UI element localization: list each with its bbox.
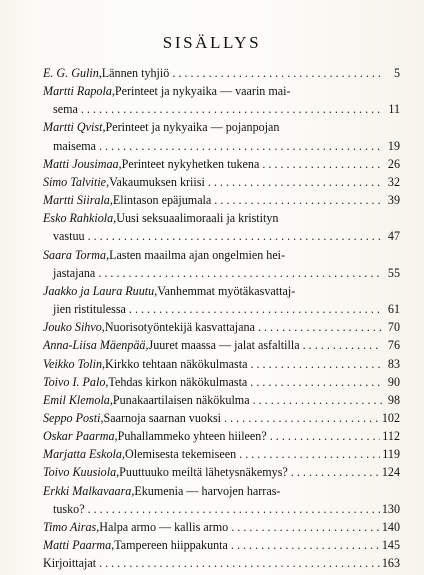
toc-author: Simo Talvitie xyxy=(43,174,107,189)
toc-line xyxy=(43,155,400,173)
toc-author: Matti Paarma xyxy=(43,538,112,553)
toc-page-number: 11 xyxy=(388,102,400,117)
toc-author: Martti Qvist xyxy=(43,120,103,135)
toc-author: Esko Rahkiola xyxy=(43,211,114,226)
toc-author: Timo Airas xyxy=(43,519,97,534)
toc-line xyxy=(43,427,400,445)
toc-title: Perinteet ja nykyaika — vaarin mai- xyxy=(114,84,291,99)
toc-separator: , xyxy=(102,356,106,371)
toc-line-continued xyxy=(43,300,400,318)
page-title: SISÄLLYS xyxy=(162,33,262,52)
toc-leader-dots xyxy=(99,554,380,572)
toc-entry xyxy=(43,318,400,336)
toc-title: Lasten maailma ajan ongelmien hei- xyxy=(109,247,286,262)
toc-entry xyxy=(43,463,400,481)
toc-separator: , xyxy=(100,410,104,425)
toc-entry xyxy=(43,391,400,409)
toc-entry xyxy=(43,118,400,154)
toc-author: Jouko Sihvo xyxy=(43,320,102,335)
toc-entry xyxy=(43,554,400,572)
toc-separator: , xyxy=(106,247,110,262)
toc-page-number: 145 xyxy=(381,538,400,553)
toc-title: Kirjoittajat xyxy=(43,556,97,571)
toc-separator: , xyxy=(114,429,118,444)
toc-entry xyxy=(43,536,400,554)
toc-separator: , xyxy=(106,174,110,189)
toc-line-continued xyxy=(43,137,400,155)
toc-title: Tehdas kirkon näkökulmasta xyxy=(108,374,248,389)
toc-leader-dots xyxy=(172,64,382,82)
toc-separator: , xyxy=(102,120,106,135)
toc-leader-dots xyxy=(250,373,382,391)
toc-entry xyxy=(43,409,400,427)
toc-page-number: 26 xyxy=(387,156,400,171)
toc-entry xyxy=(43,373,400,391)
toc-line xyxy=(43,191,400,209)
toc-leader-dots xyxy=(81,100,382,118)
toc-entry xyxy=(43,518,400,536)
toc-line xyxy=(43,445,400,463)
toc-entry xyxy=(43,82,400,118)
toc-leader-dots xyxy=(258,318,382,336)
toc-title: Puhallammeko yhteen hiileen? xyxy=(117,429,267,444)
toc-author: Anna-Liisa Mäenpää xyxy=(43,338,146,353)
toc-separator: , xyxy=(145,338,149,353)
toc-title: Nuorisotyöntekijä kasvattajana xyxy=(104,320,255,335)
toc-entry xyxy=(43,336,400,354)
toc-author: E. G. Gulin xyxy=(43,66,99,80)
toc-leader-dots xyxy=(291,463,380,481)
toc-author: Seppo Posti xyxy=(43,410,101,425)
toc-page-number: 102 xyxy=(381,410,400,425)
toc-entry xyxy=(43,482,400,518)
toc-separator: , xyxy=(101,320,105,335)
toc-line xyxy=(43,336,400,354)
toc-leader-dots xyxy=(231,518,380,536)
toc-separator: , xyxy=(131,483,135,498)
toc-author: Erkki Malkavaara xyxy=(43,483,132,498)
toc-page-number: 19 xyxy=(387,138,400,153)
toc-page-number: 119 xyxy=(382,447,400,462)
toc-line xyxy=(43,482,400,500)
toc-leader-dots xyxy=(88,227,382,245)
toc-separator: , xyxy=(109,193,113,208)
toc-line xyxy=(43,82,400,100)
toc-page-number: 98 xyxy=(387,392,400,407)
toc-entry xyxy=(43,64,400,82)
toc-entry xyxy=(43,191,400,209)
toc-title: Vakaumuksen kriisi xyxy=(109,174,205,189)
toc-leader-dots xyxy=(239,445,380,463)
toc-separator: , xyxy=(121,447,125,462)
toc-author: Oskar Paarma xyxy=(43,429,115,444)
toc-title: Kirkko tehtaan näkökulmasta xyxy=(105,356,248,371)
toc-leader-dots xyxy=(303,336,382,354)
toc-line xyxy=(43,536,400,554)
toc-entry xyxy=(43,246,400,282)
toc-page-number: 90 xyxy=(387,374,400,389)
toc-author: Veikko Tolin xyxy=(43,356,103,371)
toc-title: Olemisesta tekemiseen xyxy=(124,447,237,462)
toc-title: Punakaartilaisen näkökulma xyxy=(112,392,250,407)
toc-separator: , xyxy=(111,538,115,553)
toc-entry xyxy=(43,173,400,191)
toc-author: Saara Torma xyxy=(43,247,107,262)
toc-author: Martti Rapola xyxy=(43,84,112,99)
toc-page-number: 70 xyxy=(387,320,400,335)
toc-line xyxy=(43,518,400,536)
toc-author: Toivo Kuusiola xyxy=(43,465,117,480)
toc-title: Uusi seksuaalimoraali ja kristityn xyxy=(116,211,279,226)
toc-leader-dots xyxy=(224,409,380,427)
toc-page-number: 124 xyxy=(381,465,400,480)
toc-entry xyxy=(43,427,400,445)
toc-page-number: 76 xyxy=(387,338,400,353)
toc-author: Jaakko ja Laura Ruutu xyxy=(43,283,155,298)
toc-page-number: 130 xyxy=(381,501,400,516)
toc-leader-dots xyxy=(253,391,382,409)
toc-leader-dots xyxy=(214,191,382,209)
toc-entry xyxy=(43,355,400,373)
toc-line xyxy=(43,282,400,300)
toc-title: Ekumenia — harvojen harras- xyxy=(134,483,281,498)
toc-leader-dots xyxy=(231,536,380,554)
toc-title: Halpa armo — kallis armo xyxy=(99,519,229,534)
toc-line xyxy=(43,209,400,227)
toc-separator: , xyxy=(116,465,120,480)
toc-title-continued: jien ristitulessa xyxy=(53,302,126,317)
toc-line xyxy=(43,391,400,409)
toc-author: Toivo I. Palo xyxy=(43,374,106,389)
toc-leader-dots xyxy=(98,264,382,282)
toc-title-continued: tusko? xyxy=(53,501,85,516)
toc-entry xyxy=(43,445,400,463)
toc-title-continued: maisema xyxy=(53,138,96,153)
toc-leader-dots xyxy=(99,137,382,155)
toc-entry xyxy=(43,209,400,245)
toc-title-continued: sema xyxy=(53,102,78,117)
toc-separator: , xyxy=(105,374,109,389)
toc-separator: , xyxy=(96,519,100,534)
toc-author: Martti Siirala xyxy=(43,193,110,208)
toc-title-continued: vastuu xyxy=(53,229,85,244)
toc-page-number: 39 xyxy=(387,193,400,208)
toc-separator: , xyxy=(111,84,115,99)
toc-line xyxy=(43,554,400,572)
toc-page-number: 61 xyxy=(387,302,400,317)
toc-author: Marjatta Eskola xyxy=(43,447,122,462)
toc-line xyxy=(43,355,400,373)
toc-leader-dots xyxy=(262,155,382,173)
toc-leader-dots xyxy=(270,427,381,445)
toc-title: Lännen tyhjiö xyxy=(101,66,170,80)
toc-line xyxy=(43,118,400,136)
toc-title: Tampereen hiippakunta xyxy=(114,538,228,553)
toc-title: Juuret maassa — jalat asfaltilla xyxy=(148,338,300,353)
toc-entry xyxy=(43,282,400,318)
toc-separator: , xyxy=(154,283,158,298)
toc-line-continued xyxy=(43,500,400,518)
toc-line xyxy=(43,64,400,82)
toc-leader-dots xyxy=(208,173,382,191)
toc-author: Matti Jousimaa xyxy=(43,156,119,171)
toc-entry xyxy=(43,155,400,173)
toc-title: Elintason epäjumala xyxy=(112,193,212,208)
toc-page-number: 163 xyxy=(381,556,400,571)
toc-separator: , xyxy=(118,156,122,171)
toc-leader-dots xyxy=(250,355,382,373)
toc-line-continued xyxy=(43,227,400,245)
toc-line xyxy=(43,409,400,427)
toc-leader-dots xyxy=(88,500,380,518)
toc-page-number: 5 xyxy=(393,66,400,80)
toc-separator: , xyxy=(109,392,113,407)
toc-title: Perinteet ja nykyaika — pojanpojan xyxy=(105,120,280,135)
toc-page-number: 112 xyxy=(382,429,400,444)
toc-title: Vanhemmat myötäkasvattaj- xyxy=(157,283,296,298)
toc-line xyxy=(43,373,400,391)
toc-line-continued xyxy=(43,264,400,282)
toc-author: Emil Klemola xyxy=(43,392,110,407)
toc-separator: , xyxy=(98,66,102,80)
toc-page-number: 32 xyxy=(387,174,400,189)
toc-line-continued xyxy=(43,100,400,118)
toc-line xyxy=(43,173,400,191)
toc-page-number: 47 xyxy=(387,229,400,244)
toc-line xyxy=(43,246,400,264)
toc-title: Saarnoja saarnan vuoksi xyxy=(103,410,222,425)
toc-title: Puuttuuko meiltä lähetysnäkemys? xyxy=(119,465,288,480)
toc-separator: , xyxy=(113,211,117,226)
toc-title: Perinteet nykyhetken tukena xyxy=(121,156,260,171)
table-of-contents xyxy=(43,64,400,572)
toc-leader-dots xyxy=(129,300,382,318)
toc-title-continued: jastajana xyxy=(53,265,96,280)
toc-page-number: 55 xyxy=(387,265,400,280)
toc-page-number: 83 xyxy=(387,356,400,371)
toc-line xyxy=(43,318,400,336)
toc-line xyxy=(43,463,400,481)
toc-page-number: 140 xyxy=(381,519,400,534)
